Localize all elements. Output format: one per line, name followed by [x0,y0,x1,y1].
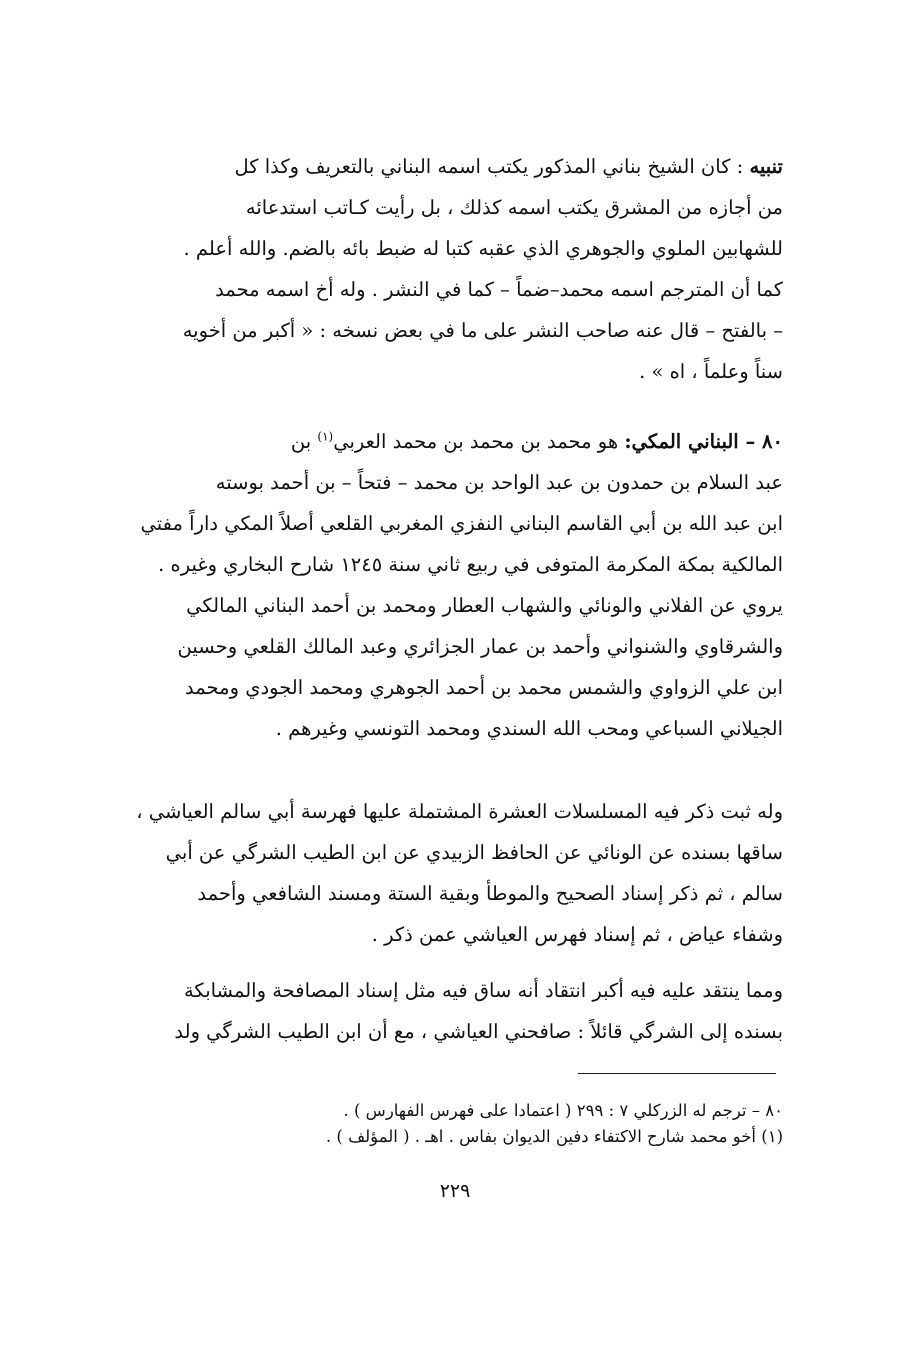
footnote: ٨٠ – ترجم له الزركلي ٧ : ٢٩٩ ( اعتمادا على فهرس الفهارس ) . [343,1101,783,1120]
text-line: والشرقاوي والشنواني وأحمد بن عمار الجزائري وعبد المالك القلعي وحسين [177,635,783,658]
entry-text: بن [290,430,318,453]
entry-heading: ٨٠ – البناني المكي: [624,430,783,453]
text-line: كما أن المترجم اسمه محمد–ضماً – كما في النشر . وله أخ اسمه محمد [215,278,783,301]
footnote-divider [578,1073,776,1074]
critique-paragraph [127,970,783,1052]
footnote-marker: (١) [317,429,334,444]
text-line: ابن عبد الله بن أبي القاسم البناني النفزي المغربي القلعي أصلاً المكي داراً مفتي [140,512,783,535]
text-line: سالم ، ثم ذكر إسناد الصحيح والموطأ وبقية الستة ومسند الشافعي وأحمد [197,882,783,905]
text-line: الجيلاني السباعي ومحب الله السندي ومحمد التونسي وغيرهم . [275,717,783,740]
text-line [127,146,783,187]
entry-text: هو محمد بن محمد بن محمد العربي [333,430,625,453]
text-line: وشفاء عياض ، ثم إسناد فهرس العياشي عمن ذكر . [371,923,783,946]
text-line: وله ثبت ذكر فيه المسلسلات العشرة المشتملة عليها فهرسة أبي سالم العياشي ، [136,800,783,823]
text-line: بسنده إلى الشرگي قائلاً : صافحني العياشي ، مع أن ابن الطيب الشرگي ولد [174,1020,783,1043]
text-line: ساقها بسنده عن الونائي عن الحافظ الزبيدي عن ابن الطيب الشرگي عن أبي [165,841,783,864]
text-line: ابن علي الزواوي والشمس محمد بن أحمد الجوهري ومحمد الجودي ومحمد [185,676,783,699]
thabat-paragraph [127,791,783,955]
footnote: (١) أخو محمد شارح الاكتفاء دفين الديوان بفاس . اهـ . ( المؤلف ) . [325,1127,783,1146]
text-line: للشهابين الملوي والجوهري الذي عقبه كتبا له ضبط بائه بالضم. والله أعلم . [183,237,783,260]
biography-entry [127,421,783,749]
footnotes [127,1098,783,1150]
text-line: – بالفتح – قال عنه صاحب النشر على ما في بعض نسخه : « أكبر من أخويه [182,319,783,342]
note-paragraph [127,146,783,392]
note-text: : كان الشيخ بناني المذكور يكتب اسمه البناني بالتعريف وكذا كل [234,155,750,178]
text-line: من أجازه من المشرق يكتب اسمه كذلك ، بل رأيت كـاتب استدعائه [245,196,783,219]
text-line: عبد السلام بن حمدون بن عبد الواحد بن محمد – فتحاً – بن أحمد بوسته [215,471,783,494]
entry-first-line [127,421,783,462]
text-line: سناً وعلماً ، اه » . [639,360,783,383]
text-line: المالكية بمكة المكرمة المتوفى في ربيع ثاني سنة ١٢٤٥ شارح البخاري وغيره . [158,553,783,576]
text-line: يروي عن الفلاني والونائي والشهاب العطار ومحمد بن أحمد البناني المالكي [186,594,783,617]
page-number: ٢٢٩ [439,1180,471,1202]
note-label: تنبيه [749,155,783,178]
text-line: ومما ينتقد عليه فيه أكبر انتقاد أنه ساق فيه مثل إسناد المصافحة والمشابكة [183,979,783,1002]
